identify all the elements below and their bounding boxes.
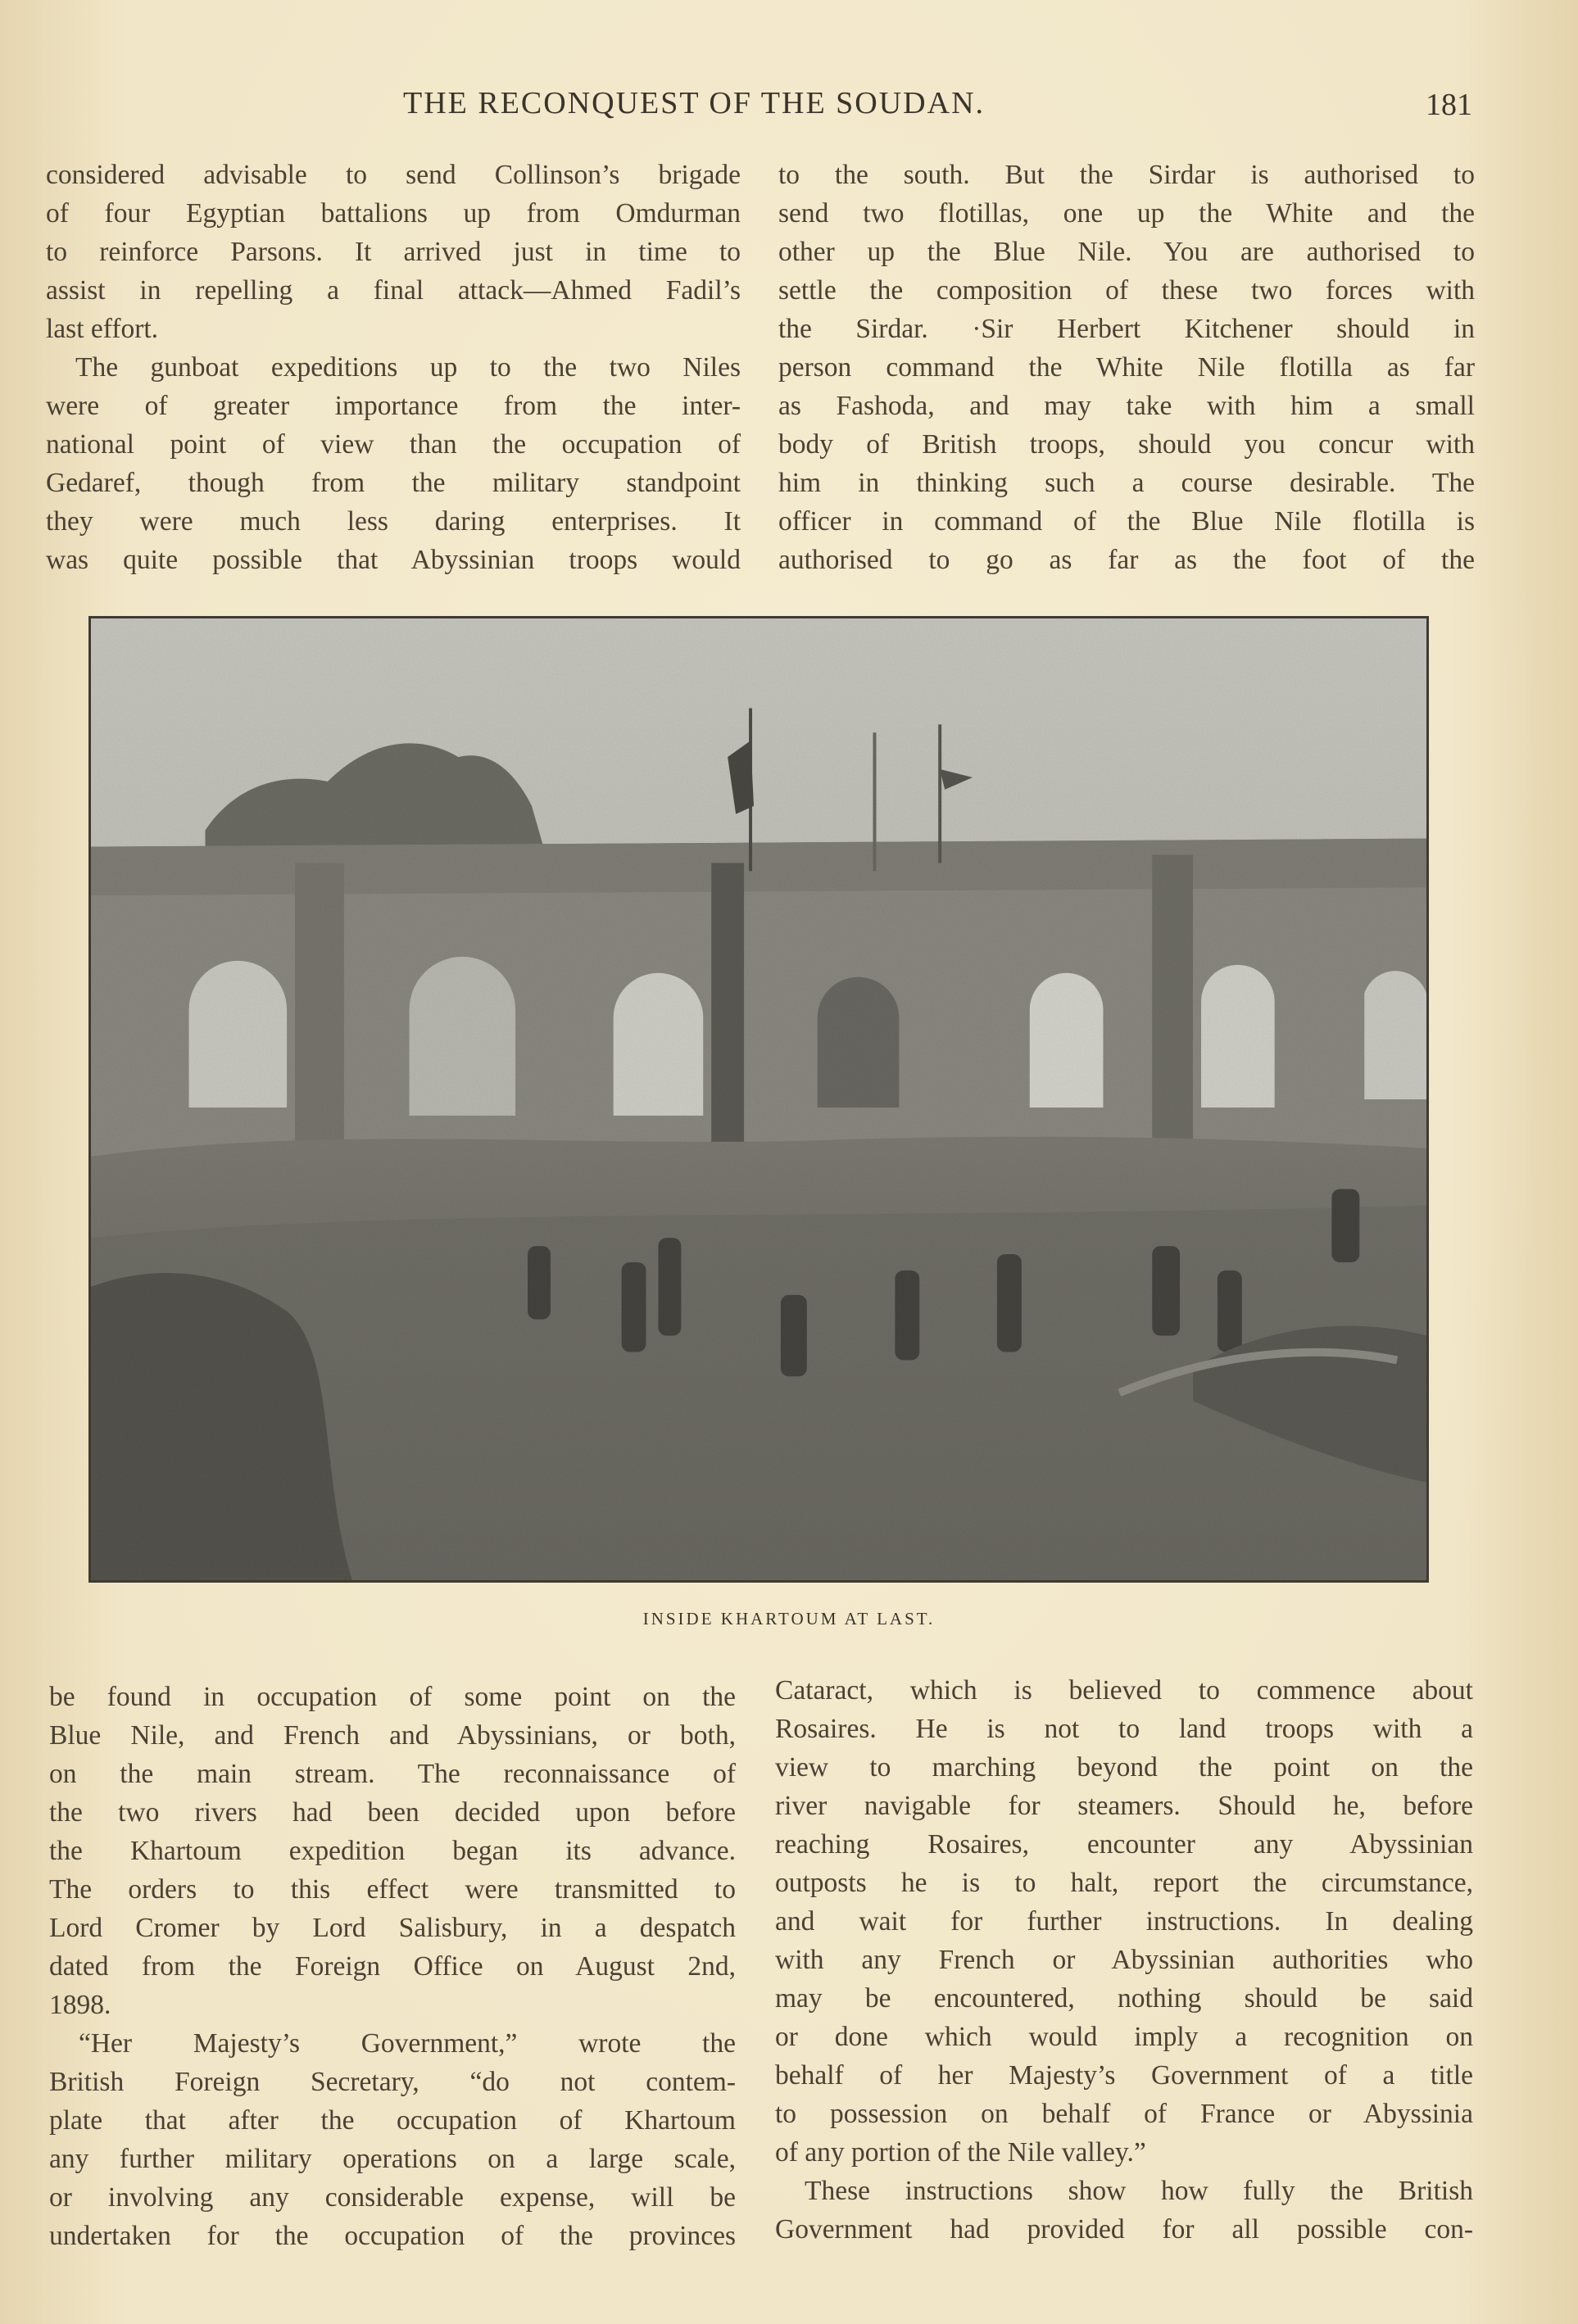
text-line: outposts he is to halt, report the circumstance, — [775, 1868, 1473, 1898]
text-line: the Sirdar. ·Sir Herbert Kitchener should in — [778, 314, 1475, 344]
text-line: with any French or Abyssinian authorities who — [775, 1945, 1473, 1975]
text-line: the Khartoum expedition began its advance. — [49, 1836, 736, 1866]
text-line: on the main stream. The reconnaissance of — [49, 1759, 736, 1789]
text-line: were of greater importance from the inter- — [46, 391, 741, 421]
text-line: assist in repelling a final attack—Ahmed Fadil’s — [46, 275, 741, 306]
text-line: and wait for further instructions. In dealing — [775, 1906, 1473, 1937]
text-line: to possession on behalf of France or Abyssinia — [775, 2099, 1473, 2129]
text-line: body of British troops, should you concur with — [778, 429, 1475, 460]
text-line: person command the White Nile flotilla as far — [778, 352, 1475, 383]
text-line: Cataract, which is believed to commence about — [775, 1675, 1473, 1706]
page-number: 181 — [1426, 88, 1472, 122]
text-line: Gedaref, though from the military standpoint — [46, 468, 741, 498]
text-line: officer in command of the Blue Nile flotilla is — [778, 506, 1475, 537]
text-column-top-left — [46, 156, 741, 579]
text-line: reaching Rosaires, encounter any Abyssinian — [775, 1829, 1473, 1860]
photo-plate — [88, 616, 1429, 1583]
text-line: they were much less daring enterprises. It — [46, 506, 741, 537]
figure-caption: INSIDE KHARTOUM AT LAST. — [642, 1609, 936, 1629]
text-line: undertaken for the occupation of the provinces — [49, 2221, 736, 2251]
text-line: to the south. But the Sirdar is authorised to — [778, 160, 1475, 190]
text-line: river navigable for steamers. Should he, before — [775, 1791, 1473, 1821]
text-line: settle the composition of these two forces with — [778, 275, 1475, 306]
text-line: considered advisable to send Collinson’s brigade — [46, 160, 741, 190]
text-line: of any portion of the Nile valley.” — [775, 2137, 1146, 2168]
text-column-bottom-right — [775, 1671, 1473, 2249]
text-line: of four Egyptian battalions up from Omdurman — [46, 198, 741, 229]
text-line: 1898. — [49, 1990, 111, 2020]
text-line: may be encountered, nothing should be said — [775, 1983, 1473, 2014]
text-line: dated from the Foreign Office on August 2nd, — [49, 1951, 736, 1982]
text-line: other up the Blue Nile. You are authorised to — [778, 237, 1475, 267]
text-line: plate that after the occupation of Khartoum — [49, 2105, 736, 2136]
text-line: was quite possible that Abyssinian troops would — [46, 545, 741, 575]
text-line: to reinforce Parsons. It arrived just in time to — [46, 237, 741, 267]
text-line: Government had provided for all possible con- — [775, 2214, 1473, 2245]
running-head — [0, 85, 1578, 126]
text-column-bottom-left — [49, 1678, 736, 2255]
text-line: view to marching beyond the point on the — [775, 1752, 1473, 1783]
text-line: be found in occupation of some point on the — [49, 1682, 736, 1712]
running-title: THE RECONQUEST OF THE SOUDAN. — [403, 86, 986, 120]
text-line: send two flotillas, one up the White and the — [778, 198, 1475, 229]
text-line: “Her Majesty’s Government,” wrote the — [79, 2028, 736, 2059]
text-line: or involving any considerable expense, will be — [49, 2182, 736, 2213]
text-line: the two rivers had been decided upon before — [49, 1797, 736, 1828]
text-line: national point of view than the occupation of — [46, 429, 741, 460]
text-line: authorised to go as far as the foot of the — [778, 545, 1475, 575]
text-line: last effort. — [46, 314, 159, 344]
text-line: or done which would imply a recognition on — [775, 2022, 1473, 2052]
text-line: The orders to this effect were transmitted to — [49, 1874, 736, 1905]
text-line: Blue Nile, and French and Abyssinians, or both, — [49, 1720, 736, 1751]
text-line: The gunboat expeditions up to the two Niles — [75, 352, 741, 383]
text-line: as Fashoda, and may take with him a small — [778, 391, 1475, 421]
text-line: him in thinking such a course desirable. The — [778, 468, 1475, 498]
text-line: behalf of her Majesty’s Government of a title — [775, 2060, 1473, 2091]
khartoum-photo — [91, 618, 1426, 1580]
text-line: Rosaires. He is not to land troops with a — [775, 1714, 1473, 1744]
text-column-top-right — [778, 156, 1475, 579]
text-line: Lord Cromer by Lord Salisbury, in a despatch — [49, 1913, 736, 1943]
text-line: These instructions show how fully the British — [805, 2176, 1473, 2206]
text-line: British Foreign Secretary, “do not contem- — [49, 2067, 736, 2097]
text-line: any further military operations on a large scale, — [49, 2144, 736, 2174]
